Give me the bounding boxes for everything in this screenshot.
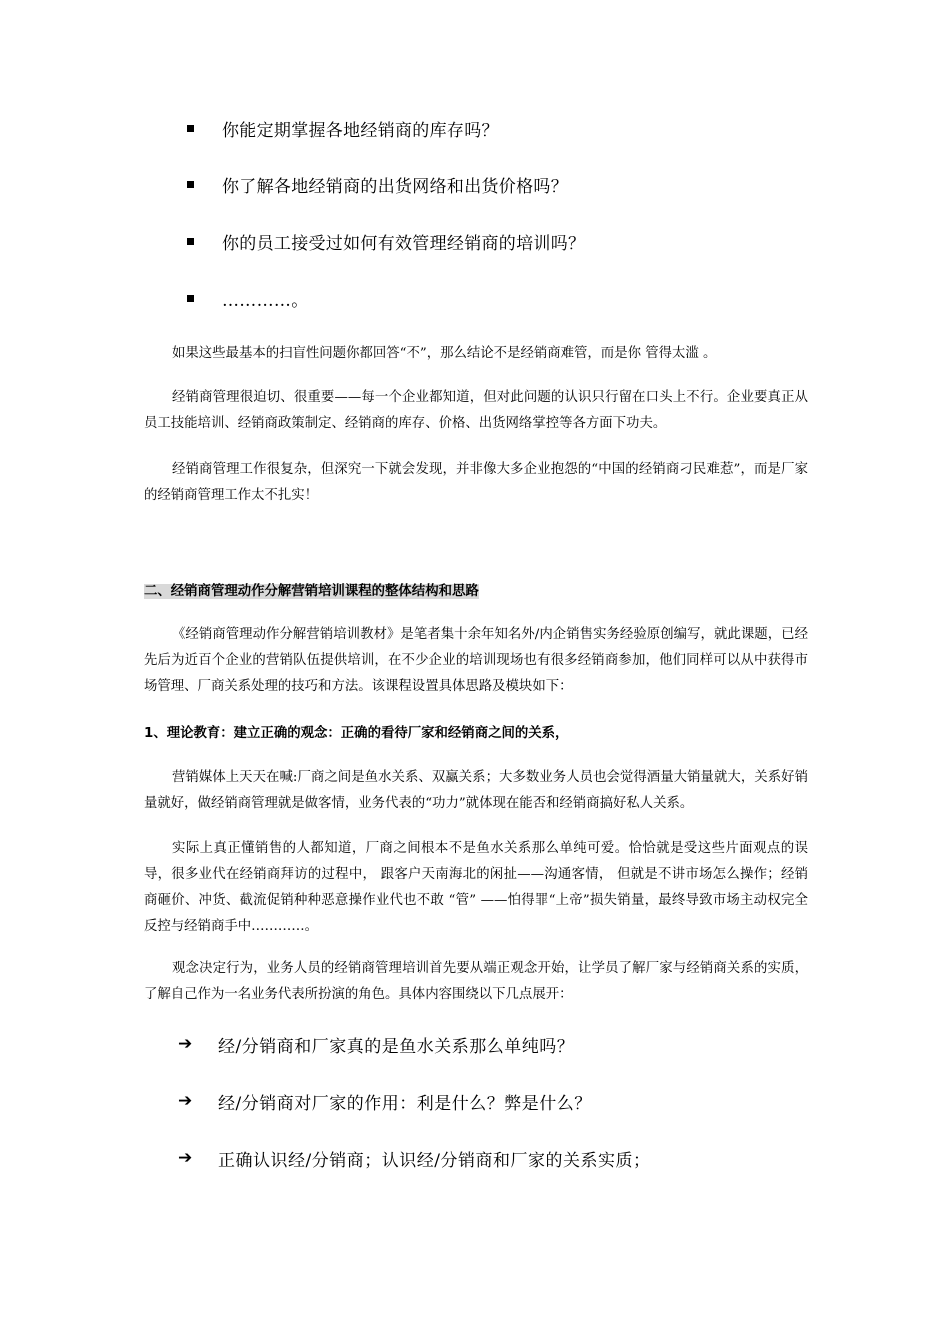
section-heading xyxy=(144,580,479,599)
arrow-right-icon: ➔ xyxy=(178,1148,193,1168)
checklist-item xyxy=(183,225,585,257)
paragraph: 如果这些最基本的扫盲性问题你都回答“不”，那么结论不是经销商难管，而是你 管得太滥 。 xyxy=(172,346,717,361)
square-bullet-icon xyxy=(187,295,194,302)
subsection-heading: 1、理论教育：建立正确的观念：正确的看待厂家和经销商之间的关系， xyxy=(144,726,569,741)
square-bullet-icon xyxy=(187,238,194,245)
arrow-right-icon: ➔ xyxy=(178,1091,193,1111)
checklist-item xyxy=(183,168,568,200)
checklist-item xyxy=(183,282,309,314)
point-item xyxy=(178,1142,650,1174)
paragraph: 经销商管理工作很复杂，但深究一下就会发现，并非像大多企业抱怨的“中国的经销商刁民难惹”，而是厂家的经销商管理工作太不扎实！ xyxy=(144,462,808,503)
paragraph: 观念决定行为，业务人员的经销商管理培训首先要从端正观念开始，让学员了解厂家与经销商关系的实质，了解自己作为一名业务代表所扮演的角色。具体内容围绕以下几点展开： xyxy=(144,961,808,1002)
section-heading-text: 二、经销商管理动作分解营销培训课程的整体结构和思路 xyxy=(144,584,479,599)
square-bullet-icon xyxy=(187,181,194,188)
checklist-item-text: 你了解各地经销商的出货网络和出货价格吗？ xyxy=(222,176,568,197)
point-item xyxy=(178,1085,592,1117)
point-item xyxy=(178,1028,574,1060)
checklist-item-text: 你能定期掌握各地经销商的库存吗？ xyxy=(222,120,499,141)
checklist-item-text: …………。 xyxy=(222,290,309,311)
paragraph: 实际上真正懂销售的人都知道，厂商之间根本不是鱼水关系那么单纯可爱。恰恰就是受这些片面观点的误导，很多业代在经销商拜访的过程中， 跟客户天南海北的闲扯——沟通客情， 但就是不讲市场怎么操作；经销商砸价、冲货、截流促销种种恶意操作业代也不敢 “管” ——怕得罪“上帝”损失销量，最终导致市场主动权完全反控与经销商手中…………。 xyxy=(144,841,808,934)
arrow-right-icon: ➔ xyxy=(178,1034,193,1054)
point-item-text: 经/分销商对厂家的作用：利是什么？弊是什么？ xyxy=(218,1093,592,1114)
checklist-item xyxy=(183,112,499,144)
paragraph: 经销商管理很迫切、很重要——每一个企业都知道，但对此问题的认识只行留在口头上不行。企业要真正从员工技能培训、经销商政策制定、经销商的库存、价格、出货网络掌控等各方面下功夫。 xyxy=(144,390,808,431)
paragraph: 营销媒体上天天在喊:厂商之间是鱼水关系、双赢关系；大多数业务人员也会觉得酒量大销量就大，关系好销量就好，做经销商管理就是做客情，业务代表的“功力”就体现在能否和经销商搞好私人关系。 xyxy=(144,770,808,811)
paragraph: 《经销商管理动作分解营销培训教材》是笔者集十余年知名外/内企销售实务经验原创编写，就此课题，已经先后为近百个企业的营销队伍提供培训，在不少企业的培训现场也有很多经销商参加，他们同样可以从中获得市场管理、厂商关系处理的技巧和方法。该课程设置具体思路及模块如下： xyxy=(144,627,808,694)
point-item-text: 经/分销商和厂家真的是鱼水关系那么单纯吗？ xyxy=(218,1036,575,1057)
square-bullet-icon xyxy=(187,125,194,132)
checklist-item-text: 你的员工接受过如何有效管理经销商的培训吗？ xyxy=(222,233,586,254)
point-item-text: 正确认识经/分销商；认识经/分销商和厂家的关系实质； xyxy=(218,1150,651,1171)
